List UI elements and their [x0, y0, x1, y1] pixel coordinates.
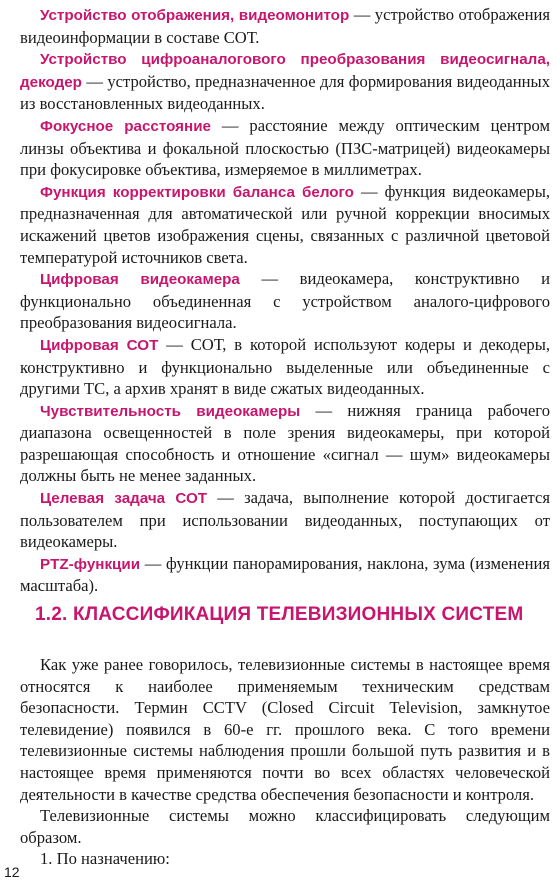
body-paragraph: Телевизионные системы можно классифицировать следующим образом. — [20, 806, 550, 847]
definition-item — [20, 487, 550, 553]
definition-item — [20, 268, 550, 334]
definition-term: PTZ-функции — [40, 555, 141, 573]
definition-item — [20, 334, 550, 400]
definition-item — [20, 48, 550, 115]
definition-term: Чувствительность видеокамеры — [40, 402, 301, 420]
definition-item — [20, 181, 550, 268]
definition-term: Фокусное расстояние — [40, 117, 211, 135]
definition-text: — задача, выполнение которой достигается пользователем при использовании видеоданных, поступающих от видеокамеры. — [20, 488, 551, 552]
list-item: 1. По назначению: — [40, 849, 170, 869]
section-body — [20, 654, 550, 870]
definition-term: Цифровая СОТ — [40, 336, 159, 354]
body-paragraph: Как уже ранее говорилось, телевизионные системы в настоящее время относятся к наиболее применяемым техническим средствам безопасности. Термин CCTV (Closed Circuit Television, замкнутое телевидение) появился в 60-е гг. прошлого века. С того времени телевизионные системы наблюдения прошли большой путь развития и в настоящее время применяются почти во всех областях человеческой деятельности в качестве средства обеспечения безопасности и контроля. — [20, 655, 550, 804]
definitions-list — [20, 4, 550, 597]
definition-text: — нижняя граница рабочего диапазона освещенностей в поле зрения видеокамеры, при которой разрешающая способность и отношение «сигнал — шум» видеокамеры должны быть не менее заданных. — [20, 400, 551, 486]
page-number: 12 — [4, 864, 20, 880]
definition-item — [20, 4, 550, 48]
definition-text: — СОТ, в которой используют кодеры и декодеры, конструктивно и функционально выделенные или объединенные с другими ТС, а архив хранят в виде сжатых видеоданных. — [20, 334, 551, 399]
definition-item — [20, 553, 550, 597]
definition-term: Устройство отображения, видеомонитор — [40, 7, 350, 24]
definition-term: Целевая задача СОТ — [40, 490, 208, 508]
definition-term: Цифровая видеокамера — [40, 271, 240, 289]
definition-text: — расстояние между оптическим центром линзы объектива и фокальной плоскостью (ПЗС-матрицей) видеокамеры при фокусировке объектива, измеряемое в миллиметрах. — [20, 115, 550, 180]
definition-text: — видеокамера, конструктивно и функционально объединенная с устройством аналого-цифрового преобразования видеосигнала. — [20, 269, 550, 333]
definition-item — [20, 400, 550, 487]
definition-term: Функция корректировки баланса белого — [40, 183, 354, 201]
definition-text: — устройство отображения видеоинформации в составе СОТ. — [20, 5, 550, 47]
definition-item — [20, 115, 550, 181]
definition-text: — функция видеокамеры, предназначенная для автоматической или ручной коррекции вносимых искажений цветов изображения сцены, связанных с различной цветовой температурой источников света. — [20, 181, 551, 267]
definition-text: — функции панорамирования, наклона, зума (изменения масштаба). — [20, 553, 550, 596]
definition-text: — устройство, предназначенное для формирования видеоданных из восстановленных видеоданных. — [20, 71, 550, 114]
definition-term: Устройство цифроаналогового преобразования видеосигнала, декодер — [20, 51, 550, 91]
section-heading: 1.2. КЛАССИФИКАЦИЯ ТЕЛЕВИЗИОННЫХ СИСТЕМ — [35, 604, 524, 625]
